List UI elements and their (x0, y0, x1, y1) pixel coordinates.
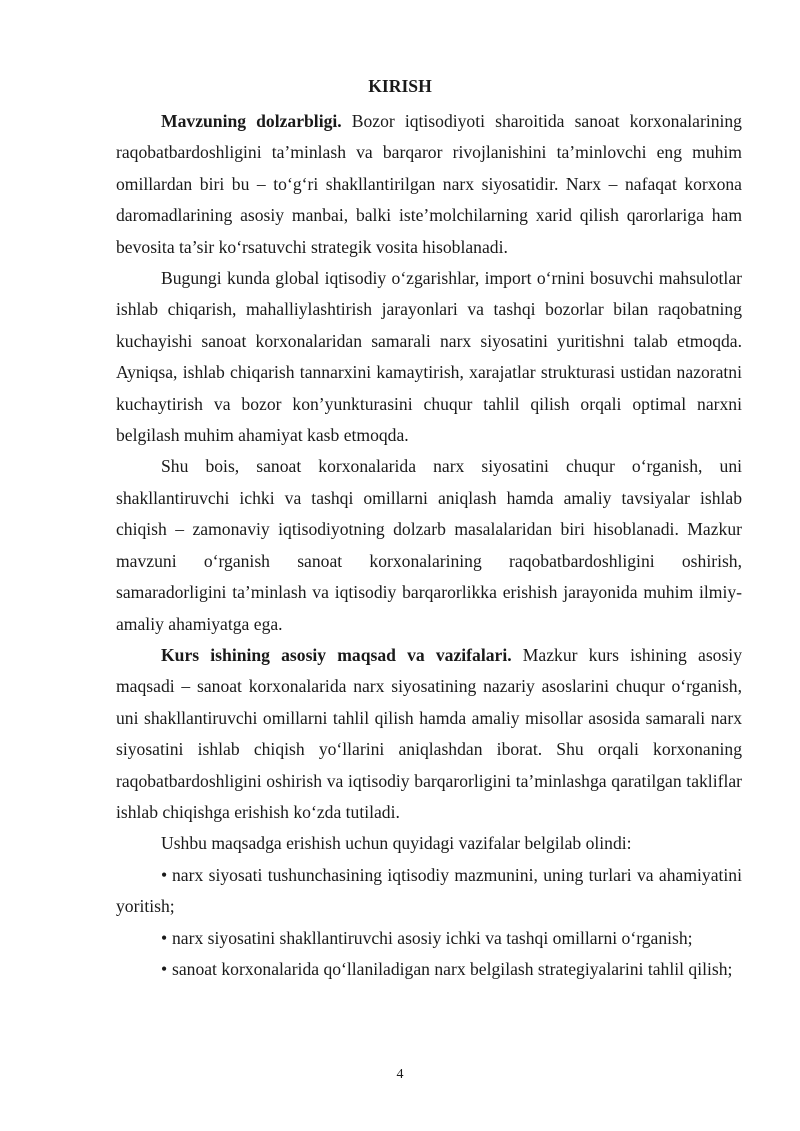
paragraph-lead-goals: Kurs ishining asosiy maqsad va vazifalari. (161, 644, 512, 665)
bullet-item (116, 860, 742, 923)
page-number: 4 (396, 1067, 404, 1082)
paragraph (116, 263, 742, 451)
document-body (116, 106, 742, 985)
paragraph-text: Shu bois, sanoat korxonalarida narx siyosatini chuqur o‘rganish, uni shakllantiruvchi ichki va tashqi omillarni aniqlash hamda amaliy tavsiyalar ishlab chiqish – zamonaviy iqtisodiyotning dolzarb masalalaridan biri hisoblanadi. Mazkur mavzuni o‘rganish sanoat korxonalarining raqobatbardoshligini oshirish, samaradorligini ta’minlash va iqtisodiy barqarorlikka erishish jarayonida muhim ilmiy-amaliy ahamiyatga ega. (116, 456, 742, 634)
paragraph-text: Ushbu maqsadga erishish uchun quyidagi vazifalar belgilab olindi: (161, 833, 632, 854)
paragraph-text: Bugungi kunda global iqtisodiy o‘zgarishlar, import o‘rnini bosuvchi mahsulotlar ishlab chiqarish, mahalliylashtirish jarayonlari va tashqi bozorlar bilan raqobatning kuchayishi sanoat korxonalaridan samarali narx siyosatini yuritishni talab etmoqda. Ayniqsa, ishlab chiqarish tannarxini kamaytirish, xarajatlar strukturasi ustidan nazoratni kuchaytirish va bozor kon’yunkturasini chuqur tahlil qilish orqali optimal narxni belgilash muhim ahamiyat kasb etmoqda. (116, 268, 742, 446)
bullet-item (116, 954, 742, 985)
paragraph (116, 451, 742, 639)
bullet-text: narx siyosati tushunchasining iqtisodiy mazmunini, uning turlari va ahamiyatini yoritish; (116, 864, 742, 917)
paragraph-lead-relevance: Mavzuning dolzarbligi. (161, 111, 342, 131)
bullet-icon: • (161, 864, 168, 885)
section-title: KIRISH (368, 76, 432, 96)
paragraph-text: Bozor iqtisodiyoti sharoitida sanoat korxonalarining raqobatbardoshligini ta’minlash va barqaror rivojlanishini ta’minlovchi eng muhim omillardan biri bu – to‘g‘ri shakllantirilgan narx siyosatidir. Narx – nafaqat korxona daromadlarining asosiy manbai, balki iste’molchilarning xarid qilish qarorlariga ham bevosita ta’sir ko‘rsatuvchi strategik vosita hisoblanadi. (116, 111, 742, 257)
paragraph (116, 828, 742, 859)
paragraph-goals (116, 640, 742, 828)
paragraph-text: Mazkur kurs ishining asosiy maqsadi – sanoat korxonalarida narx siyosatining nazariy asoslarini chuqur o‘rganish, uni shakllantiruvchi omillarni tahlil qilish hamda amaliy misollar asosida samarali narx siyosatini ishlab chiqish yo‘llarini aniqlashdan iborat. Shu orqali korxonaning raqobatbardoshligini oshirish va iqtisodiy barqarorligini ta’minlashga qaratilgan takliflar ishlab chiqishga erishish ko‘zda tutiladi. (116, 644, 742, 822)
paragraph-relevance (116, 106, 742, 263)
bullet-item (116, 923, 742, 954)
bullet-icon: • (161, 927, 168, 948)
bullet-icon: • (161, 958, 168, 979)
bullet-text: narx siyosatini shakllantiruvchi asosiy ichki va tashqi omillarni o‘rganish; (172, 927, 693, 948)
bullet-text: sanoat korxonalarida qo‘llaniladigan narx belgilash strategiyalarini tahlil qilish; (172, 958, 733, 979)
